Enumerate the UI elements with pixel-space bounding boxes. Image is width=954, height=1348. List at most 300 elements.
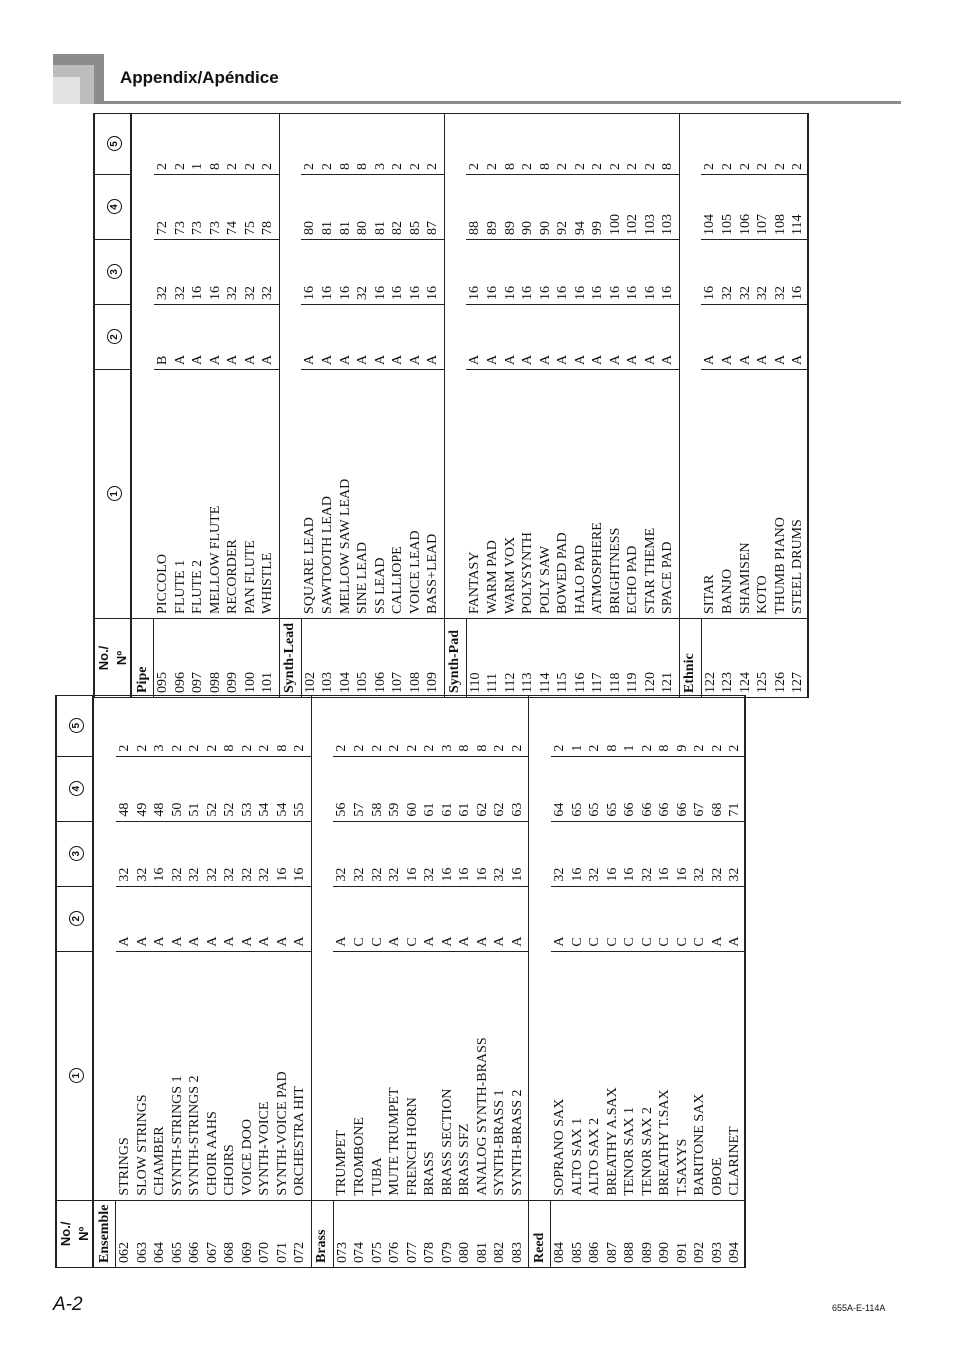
tone-number: 116 <box>572 618 590 697</box>
col2-value: A <box>502 304 520 369</box>
tone-number: 106 <box>372 618 390 697</box>
col5-value: 3 <box>372 113 390 174</box>
tone-name: SPACE PAD <box>659 369 679 618</box>
col2-value: A <box>172 304 190 369</box>
col2-value: A <box>424 304 444 369</box>
col5-value: 2 <box>186 695 204 756</box>
col3-value: 16 <box>621 821 639 886</box>
col2-value: A <box>239 886 257 951</box>
tone-number: 072 <box>291 1200 311 1267</box>
table-row <box>404 695 422 1267</box>
table-row <box>354 113 372 697</box>
tone-name: SS LEAD <box>372 369 390 618</box>
tone-number: 115 <box>554 618 572 697</box>
table-row <box>491 695 509 1267</box>
col5-value: 2 <box>589 113 607 174</box>
col2-value: A <box>509 886 529 951</box>
tone-name: BASS+LEAD <box>424 369 444 618</box>
col5-value: 2 <box>224 113 242 174</box>
tone-name: MELLOW FLUTE <box>207 369 225 618</box>
col2-value: A <box>466 304 484 369</box>
col5-value: 8 <box>207 113 225 174</box>
col4-value: 107 <box>754 174 772 239</box>
col3-value: 16 <box>502 239 520 304</box>
tone-number: 094 <box>726 1200 745 1267</box>
tone-number: 075 <box>369 1200 387 1267</box>
tone-name: MELLOW SAW LEAD <box>337 369 355 618</box>
col5-value: 2 <box>509 695 529 756</box>
col5-value: 2 <box>169 695 187 756</box>
col2-value: C <box>691 886 709 951</box>
table-row <box>509 695 529 1267</box>
col2-value: A <box>386 886 404 951</box>
table-row <box>691 695 709 1267</box>
col4-value: 55 <box>291 756 311 821</box>
tone-number: 085 <box>569 1200 587 1267</box>
table-header-row <box>94 113 131 697</box>
tone-name: SYNTH-BRASS 2 <box>509 951 529 1200</box>
col4-value: 73 <box>207 174 225 239</box>
col3-value: 32 <box>754 239 772 304</box>
col5-value: 2 <box>389 113 407 174</box>
col2-value: A <box>572 304 590 369</box>
table-row <box>519 113 537 697</box>
tone-name: SQUARE LEAD <box>301 369 319 618</box>
col4-value: 54 <box>256 756 274 821</box>
table-row <box>204 695 222 1267</box>
col2-value: A <box>701 304 719 369</box>
col5-value: 2 <box>256 695 274 756</box>
tone-name: SYNTH-STRINGS 1 <box>169 951 187 1200</box>
tone-number: 063 <box>134 1200 152 1267</box>
col3-value: 32 <box>491 821 509 886</box>
col3-value: 16 <box>389 239 407 304</box>
tone-name: STEEL DRUMS <box>789 369 808 618</box>
tone-name: TENOR SAX 2 <box>639 951 657 1200</box>
col4-value: 89 <box>502 174 520 239</box>
col4-value: 52 <box>204 756 222 821</box>
col4-value: 114 <box>789 174 808 239</box>
col3-value: 32 <box>224 239 242 304</box>
table-row <box>586 695 604 1267</box>
tone-name: TRUMPET <box>333 951 351 1200</box>
col4-value: 72 <box>154 174 172 239</box>
col-header-3: 3 <box>56 821 93 886</box>
table-row <box>624 113 642 697</box>
col3-value: 16 <box>404 821 422 886</box>
tone-name: FRENCH HORN <box>404 951 422 1200</box>
col5-value: 1 <box>569 695 587 756</box>
col4-value: 75 <box>242 174 260 239</box>
table-row <box>604 695 622 1267</box>
col5-value: 2 <box>484 113 502 174</box>
tone-number: 112 <box>502 618 520 697</box>
col2-value: C <box>674 886 692 951</box>
col3-value: 32 <box>354 239 372 304</box>
col3-value: 32 <box>239 821 257 886</box>
col4-value: 73 <box>189 174 207 239</box>
tone-name: BREATHY A.SAX <box>604 951 622 1200</box>
table-row <box>134 695 152 1267</box>
tone-number: 118 <box>607 618 625 697</box>
tone-name: MUTE TRUMPET <box>386 951 404 1200</box>
col2-value: A <box>372 304 390 369</box>
col3-value: 16 <box>624 239 642 304</box>
col4-value: 66 <box>674 756 692 821</box>
tone-name: ATMOSPHERE <box>589 369 607 618</box>
col2-value: A <box>456 886 474 951</box>
col3-value: 32 <box>351 821 369 886</box>
group-name: Brass <box>311 1200 333 1267</box>
tone-number: 065 <box>169 1200 187 1267</box>
col-header-3: 3 <box>94 239 131 304</box>
col2-value: A <box>737 304 755 369</box>
col2-value: A <box>256 886 274 951</box>
tone-number: 071 <box>274 1200 292 1267</box>
col3-value: 32 <box>691 821 709 886</box>
table-row <box>502 113 520 697</box>
col2-value: A <box>169 886 187 951</box>
col5-value: 2 <box>259 113 279 174</box>
col-header-5: 5 <box>56 695 93 756</box>
tone-number: 066 <box>186 1200 204 1267</box>
group-header <box>444 113 466 697</box>
col3-value: 16 <box>554 239 572 304</box>
tone-number: 119 <box>624 618 642 697</box>
col4-value: 63 <box>509 756 529 821</box>
col3-value: 32 <box>134 821 152 886</box>
tone-name: BOWED PAD <box>554 369 572 618</box>
col5-value: 2 <box>701 113 719 174</box>
col4-value: 90 <box>537 174 555 239</box>
tone-number: 110 <box>466 618 484 697</box>
tone-number: 114 <box>537 618 555 697</box>
tone-name: HALO PAD <box>572 369 590 618</box>
tone-number: 107 <box>389 618 407 697</box>
tone-number: 122 <box>701 618 719 697</box>
col5-value: 2 <box>726 695 745 756</box>
col3-value: 32 <box>116 821 134 886</box>
col2-value: A <box>337 304 355 369</box>
col2-value: A <box>642 304 660 369</box>
col4-value: 100 <box>607 174 625 239</box>
table-row <box>116 695 134 1267</box>
col2-value: C <box>404 886 422 951</box>
col2-value: A <box>301 304 319 369</box>
col3-value: 16 <box>607 239 625 304</box>
col3-value: 32 <box>726 821 745 886</box>
tone-name: PAN FLUTE <box>242 369 260 618</box>
tone-name: SYNTH-VOICE PAD <box>274 951 292 1200</box>
group-header <box>279 113 301 697</box>
col4-value: 62 <box>474 756 492 821</box>
tone-number: 069 <box>239 1200 257 1267</box>
tone-name: WARM PAD <box>484 369 502 618</box>
col3-value: 16 <box>372 239 390 304</box>
table-row <box>351 695 369 1267</box>
group-header <box>131 113 154 697</box>
col4-value: 61 <box>456 756 474 821</box>
tone-number: 086 <box>586 1200 604 1267</box>
col5-value: 2 <box>639 695 657 756</box>
col2-value: A <box>134 886 152 951</box>
col4-value: 88 <box>466 174 484 239</box>
col3-value: 16 <box>789 239 808 304</box>
col5-value: 8 <box>274 695 292 756</box>
col3-value: 32 <box>221 821 239 886</box>
table-row <box>386 695 404 1267</box>
tone-number: 109 <box>424 618 444 697</box>
col4-value: 103 <box>659 174 679 239</box>
col3-value: 16 <box>569 821 587 886</box>
table-row <box>659 113 679 697</box>
col2-value: A <box>484 304 502 369</box>
table-row <box>407 113 425 697</box>
tone-name: ALTO SAX 1 <box>569 951 587 1200</box>
col4-value: 66 <box>639 756 657 821</box>
col2-value: A <box>242 304 260 369</box>
tone-number: 083 <box>509 1200 529 1267</box>
tone-name: STRINGS <box>116 951 134 1200</box>
col3-value: 16 <box>474 821 492 886</box>
tone-number: 088 <box>621 1200 639 1267</box>
col2-value: A <box>207 304 225 369</box>
tone-number: 101 <box>259 618 279 697</box>
col-header-no: No./ Nº <box>56 1200 93 1267</box>
col2-value: A <box>186 886 204 951</box>
col2-value: A <box>519 304 537 369</box>
col5-value: 2 <box>239 695 257 756</box>
col2-value: A <box>407 304 425 369</box>
col5-value: 2 <box>772 113 790 174</box>
tone-name: T.SAXYS <box>674 951 692 1200</box>
tone-name: BREATHY T.SAX <box>656 951 674 1200</box>
col5-value: 8 <box>604 695 622 756</box>
col3-value: 32 <box>551 821 569 886</box>
table-row <box>189 113 207 697</box>
tone-table <box>55 695 746 1268</box>
table-row <box>169 695 187 1267</box>
col3-value: 32 <box>204 821 222 886</box>
col5-value: 2 <box>407 113 425 174</box>
col4-value: 64 <box>551 756 569 821</box>
tone-number: 113 <box>519 618 537 697</box>
col5-value: 3 <box>151 695 169 756</box>
tone-name: SYNTH-STRINGS 2 <box>186 951 204 1200</box>
tone-name: BANJO <box>719 369 737 618</box>
table-header-row <box>56 695 93 1267</box>
col5-value: 2 <box>242 113 260 174</box>
tone-name: CLARINET <box>726 951 745 1200</box>
group-name: Ethnic <box>679 618 701 697</box>
page-number: A-2 <box>53 1294 83 1315</box>
col4-value: 81 <box>319 174 337 239</box>
col3-value: 32 <box>172 239 190 304</box>
col3-value: 16 <box>519 239 537 304</box>
col5-value: 8 <box>474 695 492 756</box>
col3-value: 32 <box>386 821 404 886</box>
tone-name: BARITONE SAX <box>691 951 709 1200</box>
col4-value: 66 <box>656 756 674 821</box>
group-name: Synth-Pad <box>444 618 466 697</box>
table-row <box>737 113 755 697</box>
col2-value: A <box>607 304 625 369</box>
tone-number: 073 <box>333 1200 351 1267</box>
tone-name: TENOR SAX 1 <box>621 951 639 1200</box>
tone-name: CHOIRS <box>221 951 239 1200</box>
table-row <box>239 695 257 1267</box>
table-row <box>642 113 660 697</box>
col2-value: A <box>474 886 492 951</box>
col4-value: 49 <box>134 756 152 821</box>
col3-value: 32 <box>154 239 172 304</box>
col4-value: 51 <box>186 756 204 821</box>
col4-value: 48 <box>151 756 169 821</box>
col4-value: 60 <box>404 756 422 821</box>
table-row <box>656 695 674 1267</box>
tone-number: 079 <box>439 1200 457 1267</box>
col3-value: 16 <box>659 239 679 304</box>
col5-value: 1 <box>621 695 639 756</box>
table-row <box>301 113 319 697</box>
col5-value: 8 <box>337 113 355 174</box>
col2-value: A <box>589 304 607 369</box>
col4-value: 58 <box>369 756 387 821</box>
col5-value: 2 <box>624 113 642 174</box>
col5-value: 2 <box>754 113 772 174</box>
tone-number: 127 <box>789 618 808 697</box>
tone-number: 124 <box>737 618 755 697</box>
tone-number: 093 <box>709 1200 727 1267</box>
col4-value: 57 <box>351 756 369 821</box>
table-row <box>551 695 569 1267</box>
col5-value: 2 <box>301 113 319 174</box>
col5-value: 2 <box>519 113 537 174</box>
tone-name: SOPRANO SAX <box>551 951 569 1200</box>
col3-value: 16 <box>572 239 590 304</box>
table-row <box>319 113 337 697</box>
col5-value: 8 <box>456 695 474 756</box>
table-row <box>789 113 808 697</box>
col5-value: 2 <box>466 113 484 174</box>
col3-value: 16 <box>274 821 292 886</box>
tone-number: 078 <box>421 1200 439 1267</box>
tone-name: ORCHESTRA HIT <box>291 951 311 1200</box>
col5-value: 2 <box>551 695 569 756</box>
col4-value: 59 <box>386 756 404 821</box>
col2-value: C <box>604 886 622 951</box>
col5-value: 2 <box>116 695 134 756</box>
table-row <box>589 113 607 697</box>
col3-value: 32 <box>242 239 260 304</box>
table-row <box>772 113 790 697</box>
tone-name: STAR THEME <box>642 369 660 618</box>
col2-value: A <box>439 886 457 951</box>
col2-value: B <box>154 304 172 369</box>
col2-value: A <box>389 304 407 369</box>
table-row <box>709 695 727 1267</box>
col4-value: 108 <box>772 174 790 239</box>
tone-number: 074 <box>351 1200 369 1267</box>
col4-value: 90 <box>519 174 537 239</box>
tone-number: 097 <box>189 618 207 697</box>
tone-number: 105 <box>354 618 372 697</box>
col5-value: 2 <box>386 695 404 756</box>
col4-value: 104 <box>701 174 719 239</box>
col5-value: 1 <box>189 113 207 174</box>
col-header-4: 4 <box>94 174 131 239</box>
col4-value: 102 <box>624 174 642 239</box>
table-row <box>369 695 387 1267</box>
table-row <box>554 113 572 697</box>
tone-name: CHOIR AAHS <box>204 951 222 1200</box>
col4-value: 85 <box>407 174 425 239</box>
tone-name: SLOW STRINGS <box>134 951 152 1200</box>
tone-name: BRASS SECTION <box>439 951 457 1200</box>
col4-value: 62 <box>491 756 509 821</box>
col3-value: 16 <box>151 821 169 886</box>
tone-number: 062 <box>116 1200 134 1267</box>
col4-value: 53 <box>239 756 257 821</box>
tone-number: 117 <box>589 618 607 697</box>
col3-value: 16 <box>484 239 502 304</box>
col-header-1: 1 <box>94 369 131 618</box>
col2-value: A <box>709 886 727 951</box>
tone-name: SAWTOOTH LEAD <box>319 369 337 618</box>
tone-name: SITAR <box>701 369 719 618</box>
tone-number: 068 <box>221 1200 239 1267</box>
col3-value: 16 <box>439 821 457 886</box>
tone-number: 091 <box>674 1200 692 1267</box>
col3-value: 16 <box>189 239 207 304</box>
col2-value: A <box>719 304 737 369</box>
tone-name: WHISTLE <box>259 369 279 618</box>
col5-value: 2 <box>369 695 387 756</box>
col4-value: 65 <box>604 756 622 821</box>
col2-value: A <box>333 886 351 951</box>
col3-value: 16 <box>604 821 622 886</box>
col4-value: 61 <box>421 756 439 821</box>
tone-number: 121 <box>659 618 679 697</box>
table-row <box>333 695 351 1267</box>
table-row <box>701 113 719 697</box>
col-header-5: 5 <box>94 113 131 174</box>
tone-table-right <box>93 113 809 698</box>
col5-value: 2 <box>421 695 439 756</box>
col5-value: 2 <box>642 113 660 174</box>
col4-value: 105 <box>719 174 737 239</box>
tone-number: 064 <box>151 1200 169 1267</box>
tone-number: 067 <box>204 1200 222 1267</box>
table-row <box>607 113 625 697</box>
col-header-1: 1 <box>56 951 93 1200</box>
table-row <box>389 113 407 697</box>
col3-value: 32 <box>772 239 790 304</box>
col-header-no: No./ Nº <box>94 618 131 697</box>
table-row <box>621 695 639 1267</box>
col5-value: 2 <box>204 695 222 756</box>
tone-number: 076 <box>386 1200 404 1267</box>
col4-value: 52 <box>221 756 239 821</box>
group-header <box>311 695 333 1267</box>
tone-name: VOICE DOO <box>239 951 257 1200</box>
col4-value: 61 <box>439 756 457 821</box>
tone-name: BRASS SFZ <box>456 951 474 1200</box>
col2-value: C <box>621 886 639 951</box>
col2-value: A <box>354 304 372 369</box>
tone-name: TROMBONE <box>351 951 369 1200</box>
tone-number: 092 <box>691 1200 709 1267</box>
